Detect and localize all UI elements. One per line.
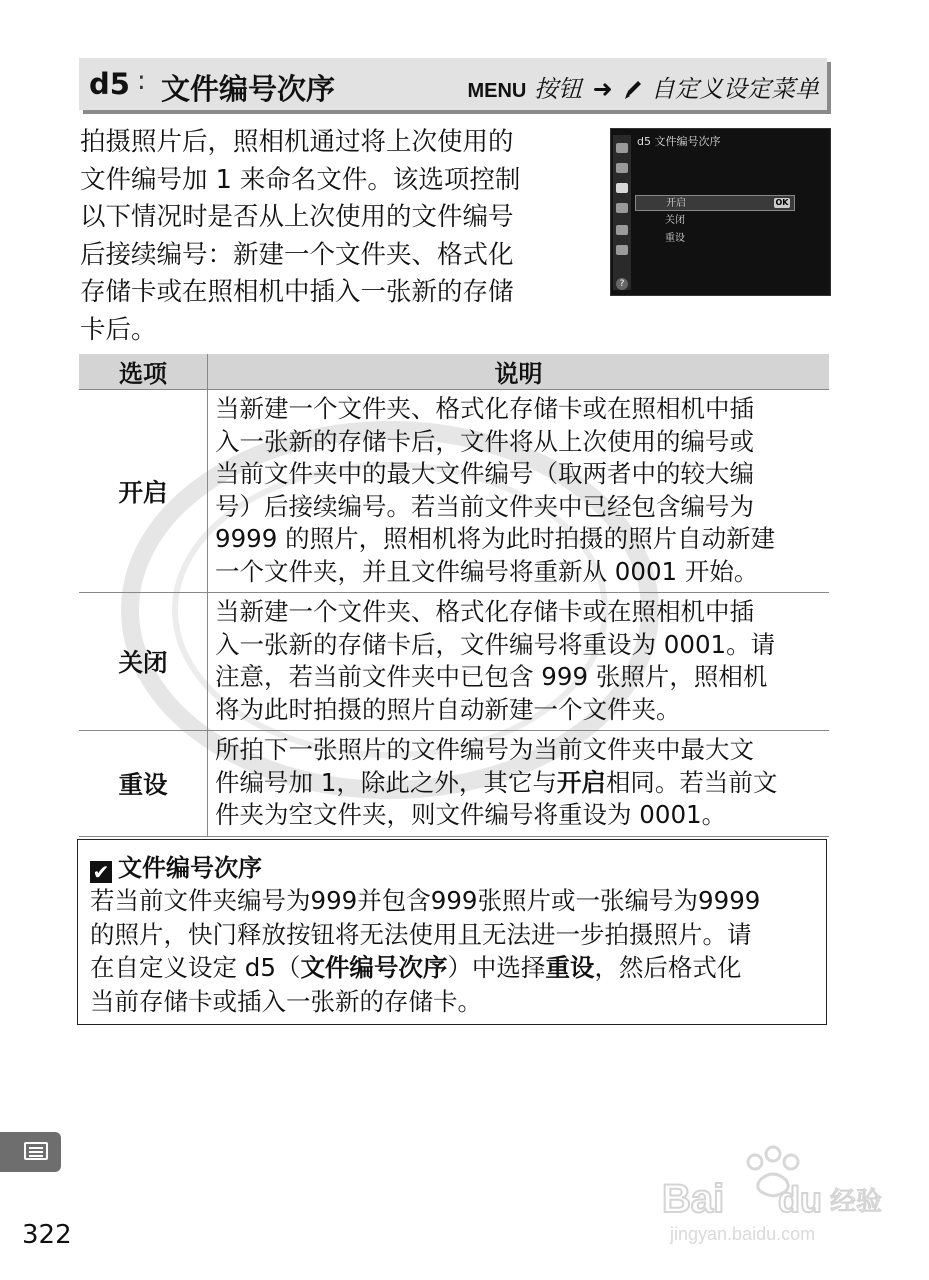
note-title: 文件编号次序 (118, 854, 262, 882)
description-text: 件编号加 1，除此之外，其它与 (215, 767, 557, 797)
retouch-icon (616, 225, 628, 235)
svg-text:经验: 经验 (830, 1187, 883, 1217)
note-body (90, 884, 760, 1018)
my-menu-icon (616, 245, 628, 255)
note-text: ，然后格式化 (594, 953, 742, 982)
table-row (79, 390, 829, 593)
description-line: 将为此时拍摄的照片自动新建一个文件夹。 (215, 694, 681, 724)
section-colon: : (137, 66, 146, 96)
camera-menu-item-label: 关闭 (665, 215, 685, 226)
description-bold-term: 开启 (556, 767, 606, 797)
table-header-description: 说明 (208, 354, 830, 390)
description-line: 所拍下一张照片的文件编号为当前文件夹中最大文 (215, 735, 754, 764)
menu-guide-tab (0, 1132, 61, 1172)
intro-line: 后接续编号：新建一个文件夹、格式化 (80, 239, 514, 270)
description-line: 入一张新的存储卡后，文件将从上次使用的编号或 (215, 426, 754, 456)
option-name: 开启 (79, 390, 208, 593)
option-name: 重设 (79, 731, 208, 837)
camera-menu-item-label: 开启 (666, 198, 686, 209)
note-heading (90, 848, 262, 883)
options-table (79, 354, 829, 837)
page-number: 322 (22, 1220, 72, 1250)
table-header-row (79, 354, 829, 390)
note-line: 的照片，快门释放按钮将无法使用且无法进一步拍摄照片。请 (90, 919, 752, 949)
checkmark-icon: ✔ (90, 861, 112, 883)
arrow-icon: ➜ (592, 75, 613, 103)
menu-path (467, 69, 819, 104)
section-title: 文件编号次序 (161, 72, 336, 106)
intro-paragraph (80, 124, 600, 349)
option-description (208, 390, 830, 593)
description-line: 件夹为空文件夹，则文件编号将重设为 0001。 (215, 800, 727, 829)
playback-icon (616, 143, 628, 153)
table-row (79, 593, 829, 731)
pencil-icon (616, 183, 628, 193)
camera-menu-sidebar (613, 135, 631, 290)
camera-menu-item-reset (635, 231, 795, 247)
intro-line: 存储卡或在照相机中插入一张新的存储 (80, 277, 514, 307)
intro-line: 文件编号加 1 来命名文件。该选项控制 (80, 164, 521, 195)
note-line (90, 951, 760, 985)
wrench-icon (616, 203, 628, 213)
description-line (215, 767, 829, 800)
option-name: 关闭 (79, 593, 208, 731)
camera-menu-item-on (635, 195, 795, 211)
note-text: 在自定义设定 d5（ (90, 953, 301, 982)
section-code: d5 (89, 67, 130, 101)
ok-icon: OK (775, 198, 789, 207)
intro-line: 以下情况时是否从上次使用的文件编号 (80, 202, 514, 232)
menu-path-button: 按钮 (533, 75, 582, 103)
menu-path-target: 自定义设定菜单 (651, 75, 819, 103)
description-line: 入一张新的存储卡后，文件编号将重设为 0001。请 (215, 629, 776, 659)
help-icon: ? (616, 278, 628, 290)
menu-button-label: MENU (467, 80, 527, 102)
description-line: 当前文件夹中的最大文件编号（取两者中的较大编 (215, 459, 754, 488)
note-text: ）中选择 (447, 953, 546, 982)
camera-menu-screenshot (610, 128, 831, 296)
description-line: 一个文件夹，并且文件编号将重新从 0001 开始。 (215, 556, 759, 586)
intro-line: 卡后。 (80, 314, 157, 345)
svg-text:jingyan.baidu.com: jingyan.baidu.com (670, 1224, 816, 1244)
svg-text:Bai: Bai (662, 1177, 725, 1221)
section-header (79, 58, 827, 110)
camera-menu-title: d5 文件编号次序 (637, 135, 721, 148)
note-bold-term: 重设 (545, 953, 595, 982)
svg-text:du: du (778, 1179, 822, 1220)
baidu-jingyan-watermark (660, 1140, 890, 1250)
description-text: 相同。若当前文 (605, 767, 778, 797)
note-box (77, 839, 827, 1025)
pencil-icon (623, 78, 643, 100)
table-header-option: 选项 (79, 354, 208, 390)
camera-menu-item-off (635, 213, 795, 229)
option-description (208, 593, 830, 731)
description-line: 注意，若当前文件夹中已包含 999 张照片，照相机 (215, 662, 768, 691)
description-line: 号）后接续编号。若当前文件夹中已经包含编号为 (215, 491, 754, 521)
camera-icon (616, 163, 628, 173)
option-description (208, 731, 830, 837)
description-line: 9999 的照片，照相机将为此时拍摄的照片自动新建 (215, 524, 776, 553)
note-line: 当前存储卡或插入一张新的存储卡。 (90, 986, 482, 1016)
table-row (79, 731, 829, 837)
description-line: 当新建一个文件夹、格式化存储卡或在照相机中插 (215, 597, 754, 626)
intro-line: 拍摄照片后，照相机通过将上次使用的 (80, 127, 514, 157)
note-bold-term: 文件编号次序 (300, 953, 448, 982)
note-line: 若当前文件夹编号为999并包含999张照片或一张编号为9999 (90, 886, 761, 915)
description-line: 当新建一个文件夹、格式化存储卡或在照相机中插 (215, 394, 754, 423)
menu-list-icon (24, 1142, 48, 1160)
camera-menu-item-label: 重设 (665, 233, 685, 244)
